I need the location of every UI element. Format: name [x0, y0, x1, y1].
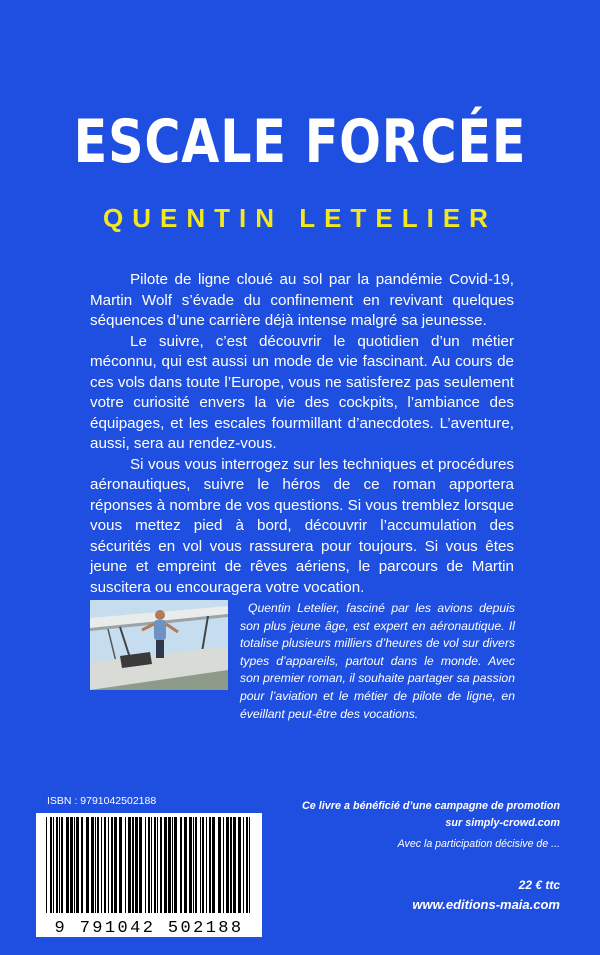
book-title: ESCALE FORCÉE: [73, 107, 527, 177]
blurb-paragraph: Pilote de ligne cloué au sol par la pandémie Covid-19, Martin Wolf s’évade du confinement en revivant quelques séquences d’une carrière déjà intense malgré sa jeunesse.: [90, 271, 514, 329]
author-photo-icon: [90, 600, 228, 690]
promo-text: Ce livre a bénéficié d’une campagne de promotion sur simply-crowd.com: [302, 800, 560, 829]
publisher-website[interactable]: www.editions-maia.com: [412, 897, 560, 912]
isbn-barcode: [36, 813, 262, 937]
blurb: [90, 270, 514, 598]
barcode-icon: [36, 813, 262, 919]
author-name: QUENTIN LETELIER: [103, 203, 497, 233]
author-bio: Quentin Letelier, fasciné par les avions depuis son plus jeune âge, est expert en aéronautique. Il totalise plusieurs milliers d’heures de vol sur divers types d’appareils, partout dans le monde. Avec son premier roman, il souhaite partager sa passion pour l’aviation et le métier de pilote de ligne, en éveillant peut-être des vocations.: [240, 601, 515, 721]
participation-text: Avec la participation décisive de ...: [397, 838, 560, 850]
isbn-label: ISBN : 9791042502188: [47, 795, 157, 807]
barcode-digits: 9 791042 502188: [54, 919, 244, 938]
blurb-paragraph: Si vous vous interrogez sur les techniques et procédures aéronautiques, suivre le héros de ce roman apportera réponses à nombre de vos questions. Si vous tremblez lorsque vous mettez pied à bord, découvrir l’accumulation des sécurités en vol vous rassurera pour toujours. Si vous êtes jeune et empreint de rêves aériens, le parcours de Martin suscitera ou encouragera votre vocation.: [90, 455, 514, 596]
blurb-paragraph: Le suivre, c’est découvrir le quotidien d’un métier méconnu, qui est aussi un mode de vie fascinant. Au cours de ces vols dans toute l’Europe, vous ne satisferez pas seulement votre curiosité envers la vie des cockpits, l’ambiance des équipages, et les escales fourmillant d’anecdotes. L’aventure, aussi, sera au rendez-vous.: [90, 332, 514, 452]
price: 22 € ttc: [518, 878, 560, 892]
author-photo: [90, 600, 228, 690]
